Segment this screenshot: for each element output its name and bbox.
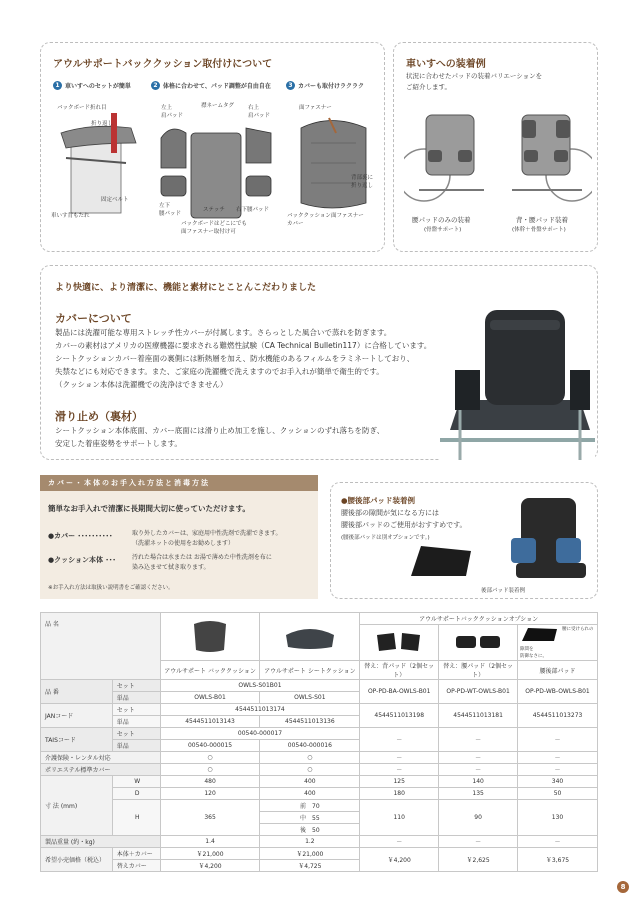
label-name-tag: 襟ネームタグ	[201, 103, 235, 109]
example-caption-2: 背・腰パッド装着	[516, 216, 568, 224]
label-wheelchair-back: 車いす背もたれ	[51, 213, 90, 219]
header-option: アウルサポートバッククッションオプション	[360, 613, 598, 625]
poly-cover-row: ポリエステル標準カバー ○ ○ － － －	[41, 764, 598, 776]
price-row-set: 希望小売価格（税込） 本体＋カバー ￥21,000 ￥21,000 ￥4,200 ￥2,625 ￥3,675	[41, 848, 598, 860]
care-bar: カバー・本体のお手入れ方法と消毒方法	[40, 475, 318, 491]
care-lead: 簡単なお手入れで清潔に長期間大切に使っていただけます。	[48, 504, 250, 513]
lumbar-pad-mounted-image	[501, 493, 591, 583]
example-caption-2-sub: (体幹＋骨盤サポート)	[512, 227, 566, 233]
weight-row: 製品重量 (約・kg) 1.4 1.2 － － －	[41, 836, 598, 848]
seat-cushion-image	[282, 621, 338, 651]
care-cover-label: ●カバー ･･････････	[48, 532, 113, 540]
jan-row-single: 単品 4544511013143 4544511013136	[41, 716, 598, 728]
jan-row-set: JANコード セット 4544511013174 4544511013198 4544511013181 4544511013273	[41, 704, 598, 716]
price-row-cover: 替えカバー ￥4,200 ￥4,725	[41, 860, 598, 872]
row-jan: JANコード	[41, 704, 113, 728]
row-size: 寸 法 (mm)	[41, 776, 113, 836]
size-row-h: H 365 前 70 110 90 130	[41, 800, 598, 812]
label-lower-left: 左下 腰パッド	[159, 203, 182, 217]
label-zipper: 面ファスナー	[299, 105, 332, 111]
step-2: 2 体格に合わせて、パッド調整が自由自在	[151, 81, 271, 90]
example-desc: 状況に合わせたパッドの装着バリエーションを ご紹介します。	[406, 72, 543, 91]
product-name-seat: アウルサポート シートクッション	[260, 661, 360, 680]
label-backboard-note: バックボードはどこにでも 面ファスナー取付け可	[181, 221, 248, 235]
care-body-text: 汚れた場合は水または お湯で薄めた中性洗剤を布に 染み込ませて拭き取ります。	[132, 554, 272, 571]
label-lower-right: 右下腰パッド	[236, 207, 270, 213]
slip-text: シートクッション本体底面、カバー底面には滑り止め加工を施し、クッションのずれ落ちを防ぎ、 安定した着座姿勢をサポートします。	[55, 426, 385, 448]
product-name-back: アウルサポート バッククッション	[160, 661, 260, 680]
example-title: 車いすへの装着例	[406, 59, 486, 70]
code-row-single: 単品 OWLS-B01 OWLS-S01	[41, 692, 598, 704]
care-cover-text: 取り外したカバーは、家庭用中性洗剤で洗濯できます。 （洗濯ネットの使用をお勧めします）	[132, 530, 282, 547]
label-fold: 折り返し	[91, 121, 114, 127]
care-body-label: ●クッション本体 ･･･	[48, 556, 116, 564]
example-caption-1: 腰パッドのみの装着	[412, 216, 471, 224]
product-name-backpad: 替え：背パッド（2個セット）	[360, 661, 439, 680]
cover-text: 製品には洗濯可能な専用ストレッチ性カバーが付属します。さらっとした風合いで蒸れを防ぎます。 カバーの素材はアメリカの医療機器に要求される難燃性試験（CA Technical Bulletin117）に合格しています。 シートクッションカバー着座面の裏側には断熱層を加え、防水機能のあるフィルムをラミネートしており、 失禁などにも対応できます。また、ご家庭の洗濯機で洗えますのでお手入れが簡単で衛生的です。 （クッション本体は洗濯機での洗浄はできません）	[55, 328, 432, 389]
label-belt: 固定ベルト	[101, 197, 129, 203]
wheelchair-lumbar-image	[404, 105, 494, 205]
example-caption-1-sub: (骨盤サポート)	[424, 227, 462, 233]
lumbar-pad-panel	[330, 482, 598, 599]
pad-text: 腰後部の隙間が気になる方には 腰後部パッドのご使用がおすすめです。	[341, 509, 467, 529]
label-shoulder-left: 左上 肩パッド	[161, 105, 184, 119]
tais-row-single: 単品 00540-000015 00540-000016	[41, 740, 598, 752]
tais-row-set: TAISコード セット 00540-000017 － － －	[41, 728, 598, 740]
spec-table	[40, 612, 598, 872]
install-title: アウルサポートバッククッション取付けについて	[53, 59, 273, 70]
materials-headline: より快適に、より清潔に、機能と素材にとことんこだわりました	[55, 283, 317, 293]
product-image-lumbarpad	[439, 625, 518, 661]
install-panel	[40, 42, 385, 252]
table-header-row	[41, 613, 598, 625]
example-panel	[393, 42, 598, 252]
label-cushion-cover: バッククッション カバー	[287, 213, 331, 227]
back-cushion-image	[188, 618, 232, 654]
product-image-rearpad	[518, 625, 598, 661]
label-zipper-2: 面ファスナー	[331, 213, 364, 219]
product-image-seat	[260, 613, 360, 661]
label-fold-back: 背部裏に 折り返し	[351, 175, 374, 189]
pad-note: (腰後部パッドは別オプションです。)	[341, 535, 430, 541]
row-code: 品 番	[41, 680, 113, 704]
product-name-lumbarpad: 替え：腰パッド（2個セット）	[439, 661, 518, 680]
rearpad-note: 腰に受けられの 隙間を 防御なさに。	[520, 626, 594, 659]
slip-title: 滑り止め（裏材）	[55, 410, 143, 423]
size-row-h-back: 後 50	[41, 824, 598, 836]
row-tais: TAISコード	[41, 728, 113, 752]
row-price: 希望小売価格（税込）	[41, 848, 113, 872]
page-number: 8	[617, 881, 629, 893]
product-image-backpad	[360, 625, 439, 661]
label-stitch: ステッチ	[203, 207, 225, 213]
size-row-w: 寸 法 (mm) W 480 400 125 140 340	[41, 776, 598, 788]
product-name-rearpad: 腰後部パッド	[518, 661, 598, 680]
care-note: ※お手入れ方法は取扱い説明書をご確認ください。	[48, 585, 174, 591]
pad-caption: 後部パッド装着例	[481, 588, 526, 594]
product-image-back	[160, 613, 260, 661]
lumbar-pad-image	[406, 541, 476, 581]
label-shoulder-right: 右上 肩パッド	[248, 105, 271, 119]
step-3: 3 カバーも取付けラクラク	[286, 81, 364, 90]
care-insurance-row: 介護保険・レンタル対応 ○ ○ － － －	[41, 752, 598, 764]
backpad-image	[374, 631, 424, 653]
size-row-h-mid: 中 55	[41, 812, 598, 824]
care-body	[40, 491, 318, 599]
wheelchair-cushion-photo	[440, 300, 595, 460]
lumbarpad-image	[453, 632, 503, 652]
header-name: 品 名	[41, 613, 161, 680]
wheelchair-back-lumbar-image	[502, 105, 592, 205]
pad-title: ●腰後部パッド装着例	[341, 496, 416, 505]
label-backboard: バックボード折れ目	[57, 105, 107, 111]
cover-illustration	[291, 113, 376, 223]
code-row-set: 品 番 セット OWLS-S01B01 OP-PD-BA-OWLS-B01 OP-PD-WT-OWLS-B01 OP-PD-WB-OWLS-B01	[41, 680, 598, 692]
size-row-d: D 120 400 180 135 50	[41, 788, 598, 800]
cover-title: カバーについて	[55, 312, 132, 325]
step-1: 1 車いすへのセットが簡単	[53, 81, 131, 90]
rearpad-image	[520, 626, 560, 644]
